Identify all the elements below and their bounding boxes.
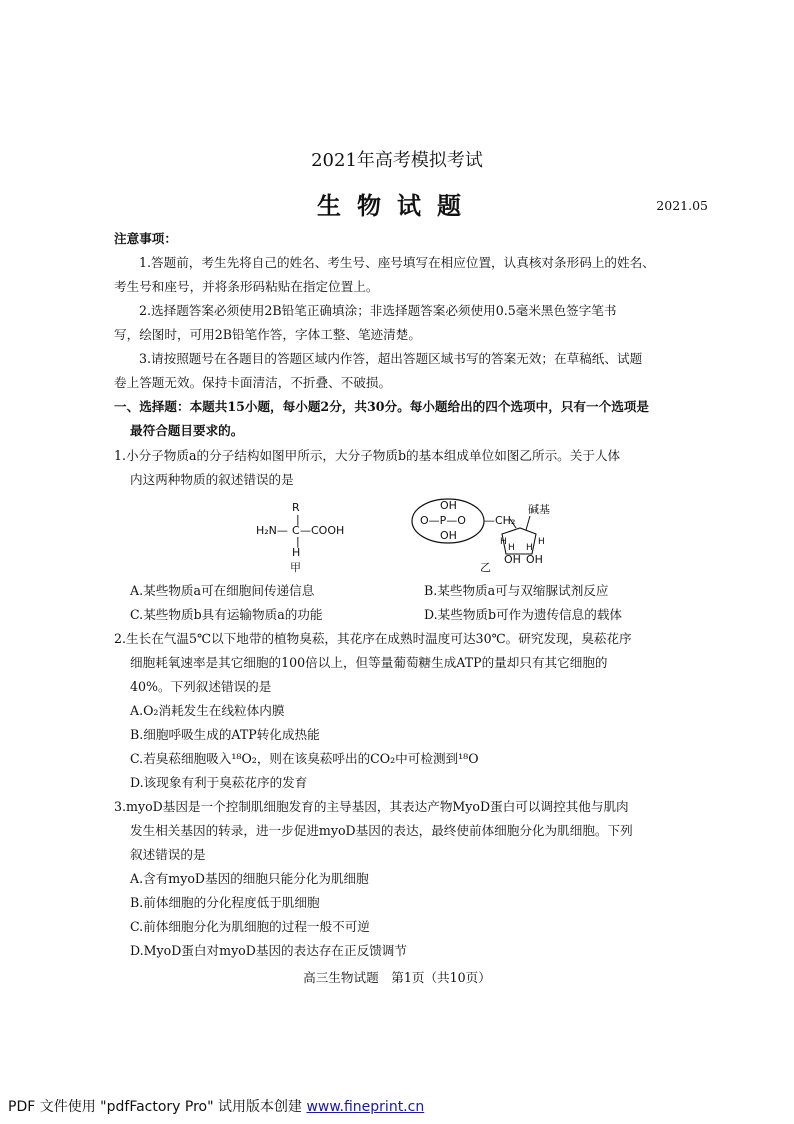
figure-caption-jia: 甲 [290, 561, 301, 574]
nitrogenous-base: 碱基 [528, 503, 550, 516]
q3-stem-line-3: 叙述错误的是 [130, 847, 206, 862]
note-line-2: 考生号和座号，并将条形码粘贴在指定位置上。 [114, 279, 379, 294]
q2-option-d: D.该现象有利于臭菘花序的发育 [130, 775, 308, 790]
ch2-group: —CH₂ [484, 514, 516, 527]
exam-title: 2021年高考模拟考试 [311, 150, 483, 171]
q3-option-d: D.MyoD蛋白对myoD基因的表达存在正反馈调节 [130, 943, 407, 958]
q1-option-d: D.某些物质b可作为遗传信息的载体 [424, 607, 623, 622]
sugar-h-2: H [508, 543, 515, 553]
bond-vertical-top: | [296, 513, 300, 526]
note-line-6: 卷上答题无效。保持卡面清洁，不折叠、不破损。 [114, 375, 392, 390]
note-line-5: 3.请按照题号在各题目的答题区域内作答，超出答题区域书写的答案无效；在草稿纸、试题 [139, 351, 643, 366]
q1-option-c: C.某些物质b具有运输物质a的功能 [130, 607, 323, 622]
note-line-3: 2.选择题答案必须使用2B铅笔正确填涂；非选择题答案必须使用0.5毫米黑色签字笔书 [139, 303, 617, 318]
q1-option-a: A.某些物质a可在细胞间传递信息 [130, 583, 315, 598]
q2-option-a: A.O₂消耗发生在线粒体内膜 [130, 703, 285, 718]
q3-option-b: B.前体细胞的分化程度低于肌细胞 [130, 895, 320, 910]
bond-vertical-bottom: | [296, 535, 300, 548]
note-line-1: 1.答题前，考生先将自己的姓名、考生号、座号填写在相应位置，认真核对条形码上的姓名、 [139, 255, 655, 270]
subject-title: 生物试题 [317, 191, 477, 220]
q3-option-c: C.前体细胞分化为肌细胞的过程一般不可逆 [130, 919, 370, 934]
q2-stem-line-2: 细胞耗氧速率是其它细胞的100倍以上，但等量葡萄糖生成ATP的量却只有其它细胞的 [130, 655, 608, 670]
amino-group: H₂N— [256, 524, 288, 537]
phosphate-oh-top: OH [440, 499, 457, 512]
q1-stem-line-1: 1.小分子物质a的分子结构如图甲所示，大分子物质b的基本组成单位如图乙所示。关于人体 [114, 448, 621, 463]
alpha-hydrogen: H [292, 546, 301, 559]
carboxyl-group: —COOH [300, 524, 345, 537]
section-heading-line-1: 一、选择题：本题共15小题，每小题2分，共30分。每小题给出的四个选项中，只有一个选项是 [114, 399, 649, 414]
q2-stem-line-3: 40%。下列叙述错误的是 [130, 679, 272, 694]
q2-option-b: B.细胞呼吸生成的ATP转化成热能 [130, 727, 320, 742]
q1-option-b: B.某些物质a可与双缩脲试剂反应 [424, 583, 609, 598]
figure-nucleotide [410, 496, 570, 581]
page-footer: 高三生物试题 第1页（共10页） [303, 970, 491, 985]
q2-stem-line-1: 2.生长在气温5℃以下地带的植物臭菘，其花序在成熟时温度可达30℃。研究发现，臭菘花序 [114, 631, 632, 646]
q3-stem-line-1: 3.myoD基因是一个控制肌细胞发育的主导基因，其表达产物MyoD蛋白可以调控其他与肌肉 [114, 799, 629, 814]
fineprint-link[interactable]: www.fineprint.cn [306, 1099, 425, 1115]
phosphate-oh-bottom: OH [440, 529, 457, 542]
sugar-oh-2: OH [526, 553, 543, 566]
sugar-h-3: H [526, 543, 533, 553]
sugar-oh-1: OH [504, 553, 521, 566]
note-line-4: 写，绘图时，可用2B铅笔作答，字体工整、笔迹清楚。 [114, 327, 421, 342]
sugar-h-4: H [538, 537, 545, 547]
sugar-h-1: H [500, 537, 507, 547]
pdf-creator-footer [8, 1096, 424, 1116]
section-heading-line-2: 最符合题目要求的。 [130, 423, 244, 438]
amino-r-group: R [292, 501, 300, 514]
q3-option-a: A.含有myoD基因的细胞只能分化为肌细胞 [130, 871, 369, 886]
alpha-carbon: C [292, 524, 300, 537]
figure-amino-acid [250, 500, 370, 580]
q2-option-c: C.若臭菘细胞吸入¹⁸O₂，则在该臭菘呼出的CO₂中可检测到¹⁸O [130, 751, 479, 766]
q3-stem-line-2: 发生相关基因的转录，进一步促进myoD基因的表达，最终使前体细胞分化为肌细胞。下列 [130, 823, 633, 838]
notes-heading: 注意事项： [114, 231, 177, 246]
pdf-footer-text: PDF 文件使用 "pdfFactory Pro" 试用版本创建 [8, 1099, 307, 1115]
q1-stem-line-2: 内这两种物质的叙述错误的是 [130, 472, 294, 487]
figure-caption-yi: 乙 [480, 561, 491, 574]
phosphate-row: O—P—O [420, 514, 466, 527]
exam-date: 2021.05 [656, 198, 708, 213]
